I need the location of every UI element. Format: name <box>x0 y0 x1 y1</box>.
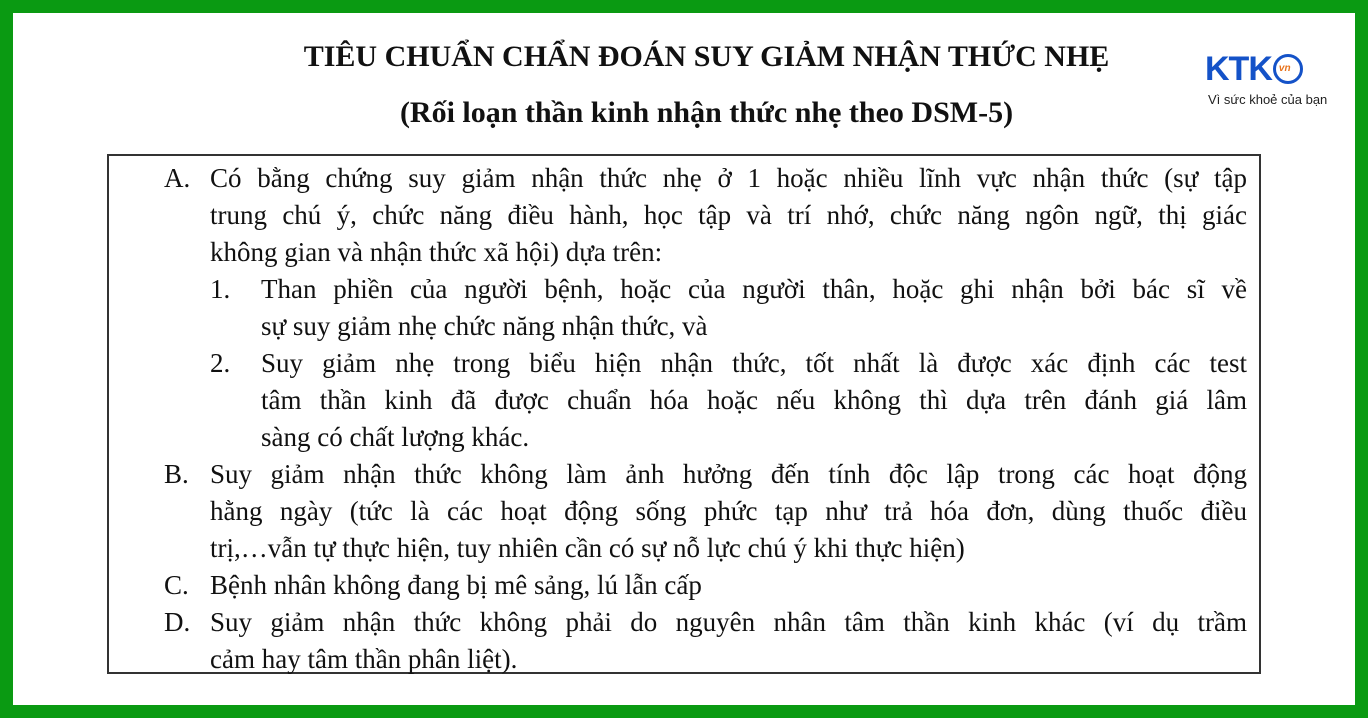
logo-slogan: Vì sức khoẻ của bạn <box>1208 92 1328 107</box>
criterion-a1-line: Than phiền của người bệnh, hoặc của người thân, hoặc ghi nhận bởi bác sĩ về <box>261 274 1247 304</box>
criterion-c-marker: C. <box>164 570 189 600</box>
criterion-a2-line: tâm thần kinh đã được chuẩn hóa hoặc nếu không thì dựa trên đánh giá lâm <box>261 385 1247 415</box>
criterion-b-line: Suy giảm nhận thức không làm ảnh hưởng đến tính độc lập trong các hoạt động <box>210 459 1247 489</box>
criterion-a1-line: sự suy giảm nhẹ chức năng nhận thức, và <box>261 311 708 341</box>
page-subtitle: (Rối loạn thần kinh nhận thức nhẹ theo DSM-5) <box>399 96 1014 129</box>
criterion-a2-line: Suy giảm nhẹ trong biểu hiện nhận thức, tốt nhất là được xác định các test <box>261 348 1247 378</box>
ktk-logo-icon <box>1205 50 1303 88</box>
page-title: TIÊU CHUẨN CHẨN ĐOÁN SUY GIẢM NHẬN THỨC NHẸ <box>303 40 1110 73</box>
logo-badge: vn <box>1278 63 1291 74</box>
logo-brand: KTK <box>1205 50 1272 88</box>
criterion-a-line: không gian và nhận thức xã hội) dựa trên: <box>210 237 663 267</box>
criterion-b-marker: B. <box>164 459 189 489</box>
criterion-a1-marker: 1. <box>210 274 231 304</box>
criterion-a-marker: A. <box>164 163 191 193</box>
criterion-d-marker: D. <box>164 607 191 637</box>
logo-circle-icon <box>1273 54 1303 84</box>
criterion-b-line: hằng ngày (tức là các hoạt động sống phức tạp như trả hóa đơn, dùng thuốc điều <box>210 496 1247 526</box>
criterion-d-line: Suy giảm nhận thức không phải do nguyên nhân tâm thần kinh khác (ví dụ trầm <box>210 607 1247 637</box>
criterion-a-line: trung chú ý, chức năng điều hành, học tập và trí nhớ, chức năng ngôn ngữ, thị giác <box>210 200 1247 230</box>
criterion-a2-marker: 2. <box>210 348 231 378</box>
ktk-logo <box>1205 50 1328 112</box>
criterion-c-line: Bệnh nhân không đang bị mê sảng, lú lẫn cấp <box>210 570 702 600</box>
criterion-b-line: trị,…vẫn tự thực hiện, tuy nhiên cần có sự nỗ lực chú ý khi thực hiện) <box>210 533 965 563</box>
criterion-a-line: Có bằng chứng suy giảm nhận thức nhẹ ở 1 hoặc nhiều lĩnh vực nhận thức (sự tập <box>210 163 1247 193</box>
criterion-d-line: cảm hay tâm thần phân liệt). <box>210 644 518 674</box>
criterion-a2-line: sàng có chất lượng khác. <box>261 422 530 452</box>
